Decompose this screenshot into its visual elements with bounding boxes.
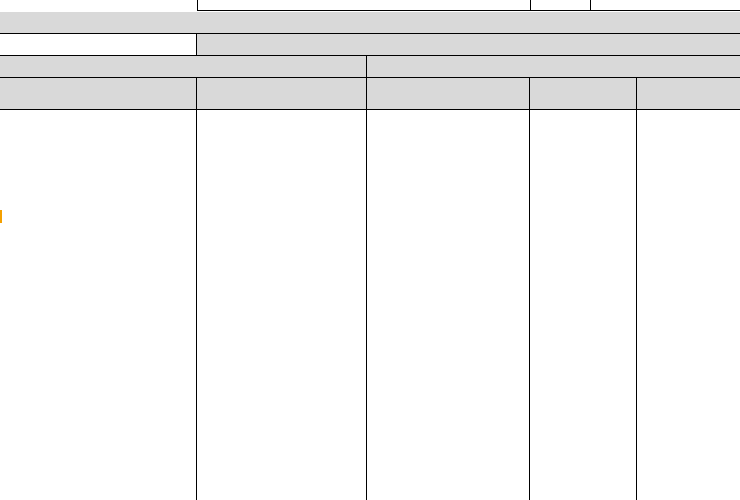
page-label [530, 0, 590, 11]
group-header-evaluacion [367, 56, 740, 78]
step-title [0, 12, 740, 34]
column-divider [636, 109, 637, 500]
procedure-title [197, 0, 530, 11]
column-header-resultado [530, 78, 637, 110]
cell-selection-marker [0, 210, 2, 223]
group-header-insumo [0, 56, 367, 78]
column-divider [529, 109, 530, 500]
column-header-mecanismo [197, 78, 367, 110]
column-header-gestion [367, 78, 530, 110]
column-header-causas [0, 78, 197, 110]
column-divider [366, 109, 367, 500]
column-divider [196, 109, 197, 500]
entity-label [0, 34, 197, 56]
page-value [590, 0, 740, 11]
column-header-impacto [637, 78, 740, 110]
entity-value-field[interactable] [197, 34, 740, 56]
